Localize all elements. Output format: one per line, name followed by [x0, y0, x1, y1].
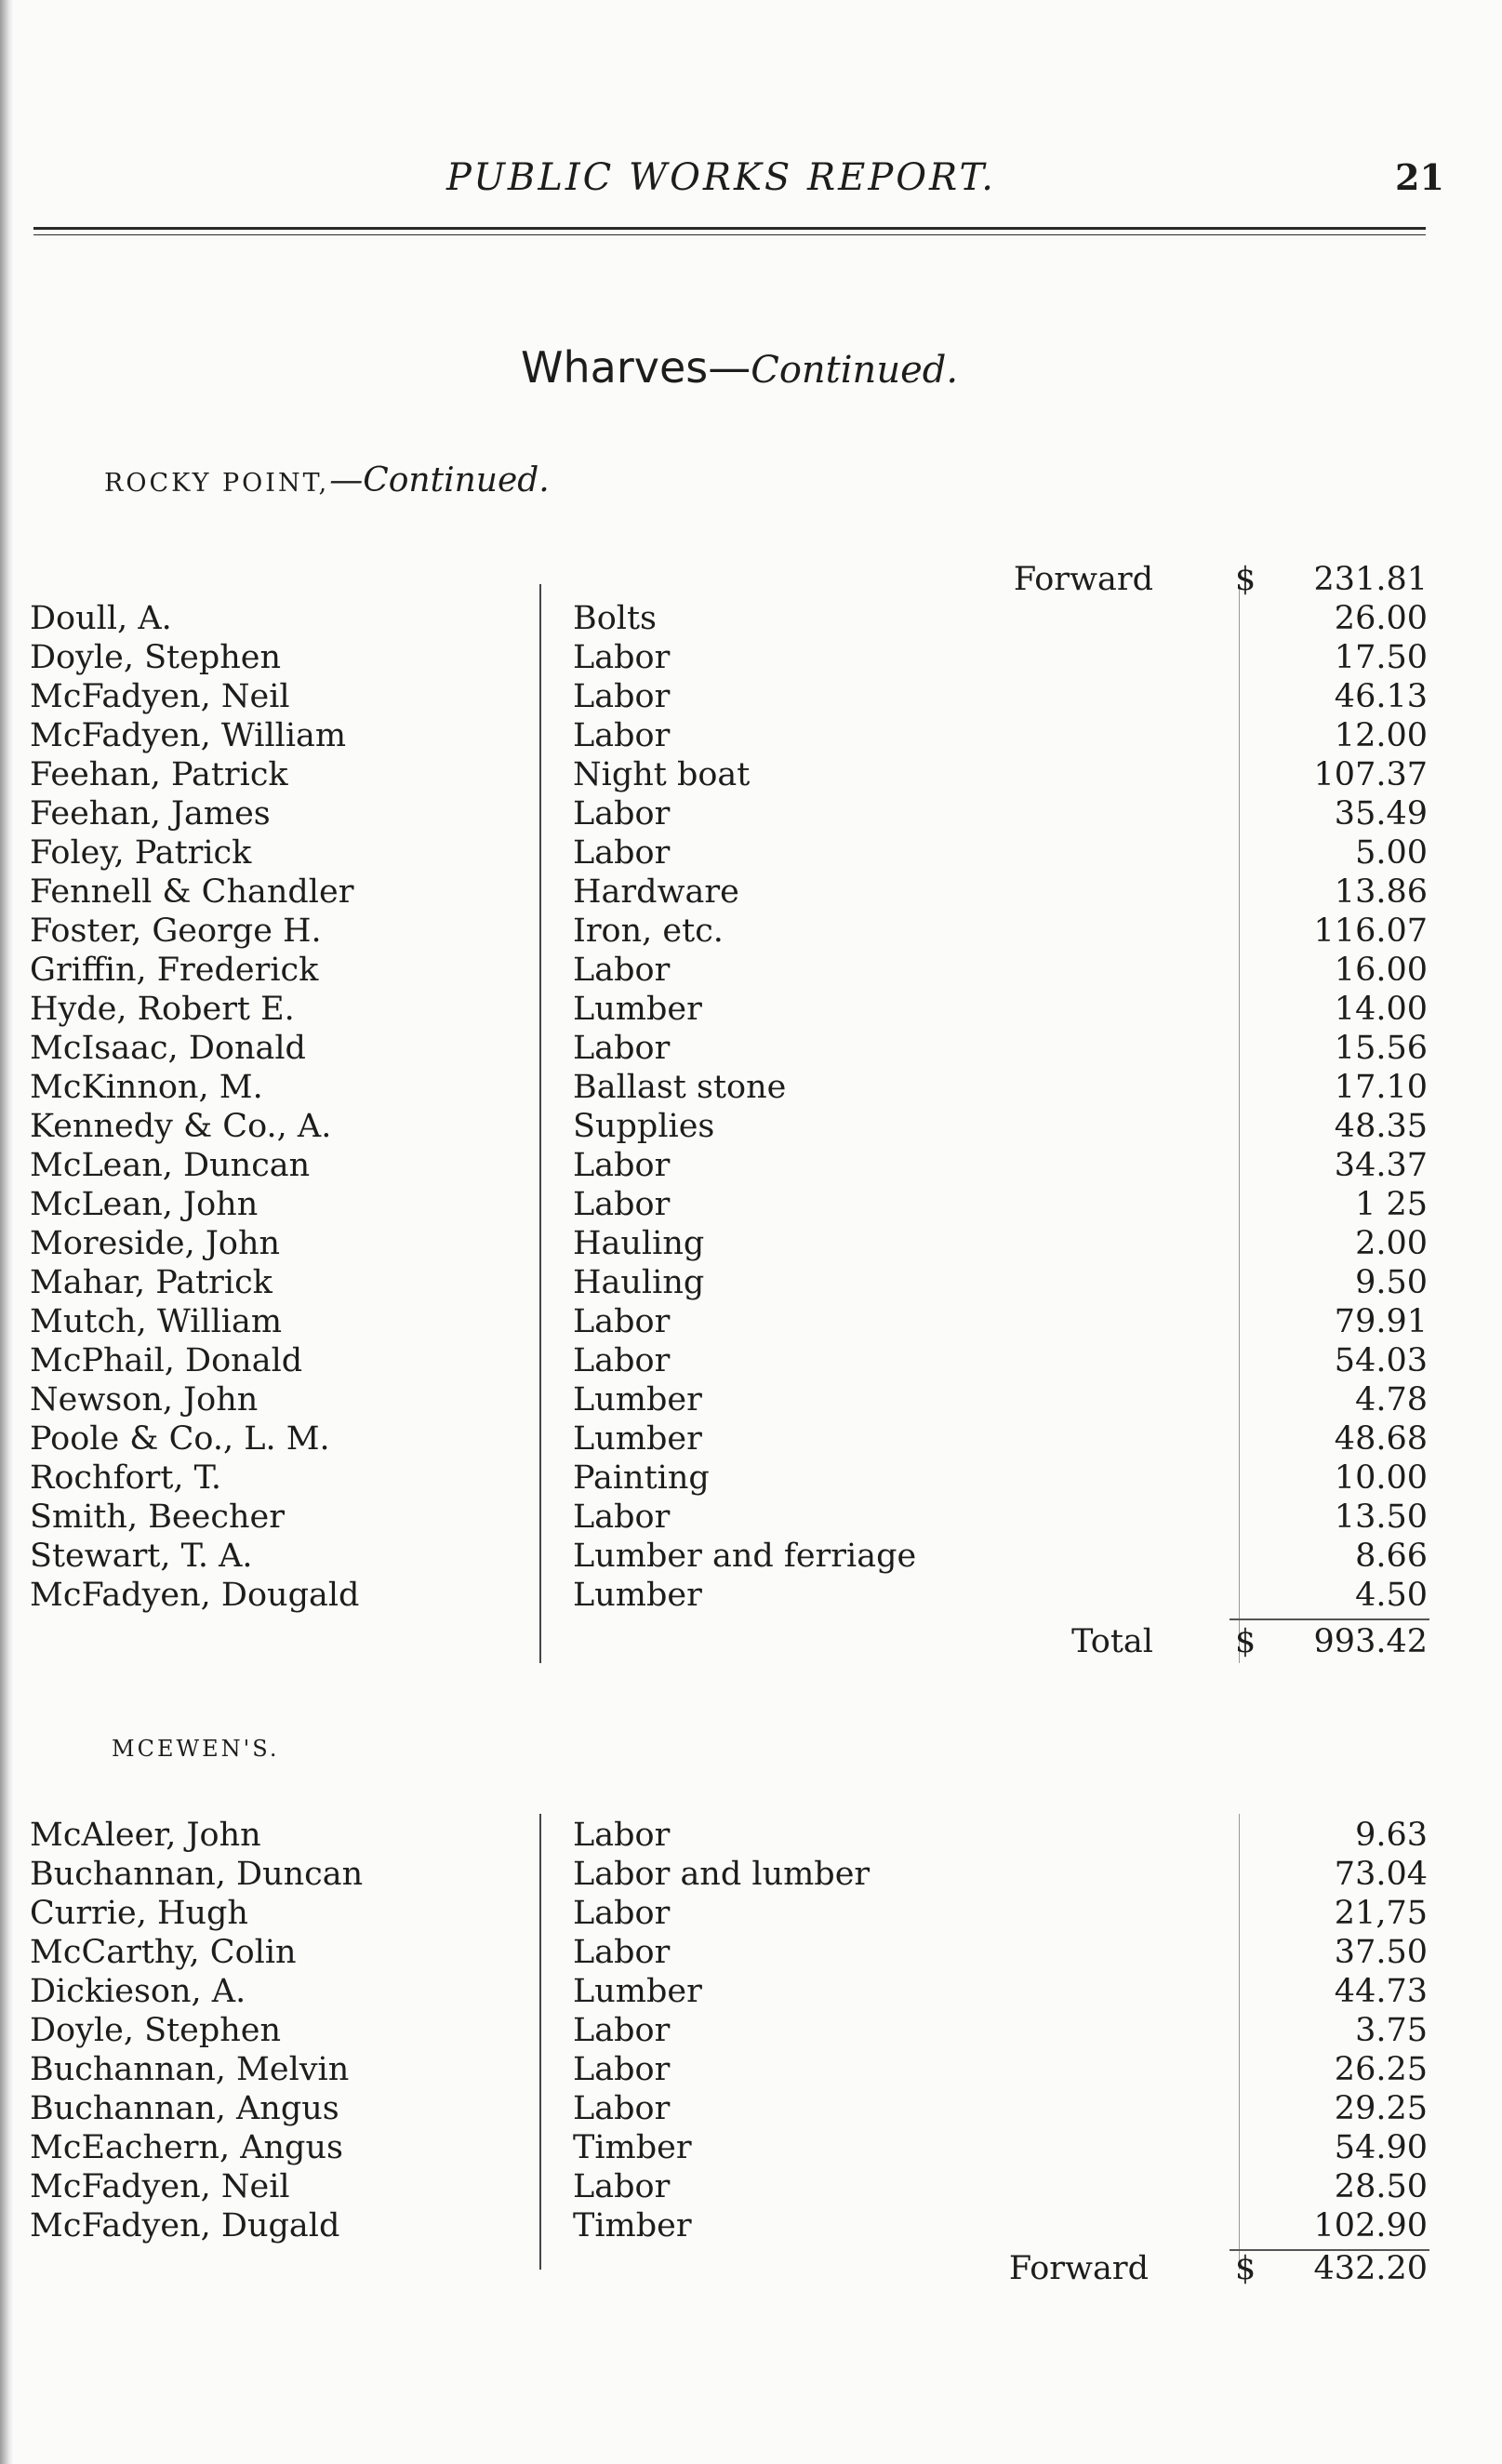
table-row — [0, 638, 1502, 677]
expense-item: Iron, etc. — [573, 912, 724, 950]
expense-amount: 29.25 — [1334, 2090, 1428, 2127]
total-rule — [1230, 1618, 1429, 1620]
table-row — [0, 912, 1502, 951]
expense-item: Labor and lumber — [573, 1856, 871, 1893]
table-row — [0, 1185, 1502, 1224]
table-row — [0, 1146, 1502, 1185]
expense-amount: 26.25 — [1334, 2051, 1428, 2088]
table-row — [0, 1458, 1502, 1498]
table-row — [0, 1224, 1502, 1263]
expense-item: Labor — [573, 1895, 671, 1932]
table-row — [0, 1341, 1502, 1380]
expense-amount: 102.90 — [1313, 2207, 1428, 2244]
payee-name: Dickieson, A. — [30, 1973, 246, 2010]
payee-name: Buchannan, Melvin — [30, 2051, 350, 2088]
payee-name: Smith, Beecher — [30, 1498, 285, 1536]
page-number: 21 — [1395, 156, 1444, 198]
expense-amount: 34.37 — [1334, 1147, 1428, 1184]
expense-item: Labor — [573, 678, 671, 715]
expense-amount: 14.00 — [1334, 991, 1428, 1028]
payee-name: McPhail, Donald — [30, 1342, 303, 1379]
expense-item: Labor — [573, 1934, 671, 1971]
expense-item: Lumber — [573, 1577, 702, 1614]
expense-item: Timber — [573, 2207, 692, 2244]
expense-amount: 21,75 — [1334, 1895, 1428, 1932]
expense-amount: 26.00 — [1334, 600, 1428, 637]
expense-item: Labor — [573, 2051, 671, 2088]
payee-name: Doull, A. — [30, 600, 172, 637]
table-row — [0, 2128, 1502, 2167]
expense-item: Supplies — [573, 1108, 715, 1145]
expense-amount: 107.37 — [1313, 756, 1428, 793]
expense-amount: 13.50 — [1334, 1498, 1428, 1536]
payee-name: Rochfort, T. — [30, 1459, 221, 1497]
expense-amount: 1 25 — [1355, 1186, 1428, 1223]
table-row — [0, 1855, 1502, 1894]
expense-item: Hauling — [573, 1264, 705, 1301]
expense-item: Lumber — [573, 991, 702, 1028]
expense-item: Labor — [573, 834, 671, 872]
payee-name: Buchannan, Angus — [30, 2090, 339, 2127]
table-row — [0, 2206, 1502, 2245]
payee-name: McCarthy, Colin — [30, 1934, 297, 1971]
payee-name: McFadyen, Dugald — [30, 2207, 340, 2244]
table-row — [0, 1537, 1502, 1576]
expense-item: Lumber — [573, 1973, 702, 2010]
payee-name: Stewart, T. A. — [30, 1538, 253, 1575]
payee-name: Foster, George H. — [30, 912, 322, 950]
payee-name: McFadyen, Neil — [30, 678, 290, 715]
table-row — [0, 794, 1502, 833]
currency-symbol: $ — [1235, 2250, 1256, 2287]
table-row — [0, 677, 1502, 716]
table-row — [0, 1816, 1502, 1855]
expense-item: Hauling — [573, 1225, 705, 1262]
payee-name: Mutch, William — [30, 1303, 283, 1340]
expense-item: Lumber — [573, 1381, 702, 1418]
payee-name: Moreside, John — [30, 1225, 281, 1262]
header-rule-bottom — [33, 234, 1426, 235]
payee-name: Newson, John — [30, 1381, 259, 1418]
expense-amount: 16.00 — [1334, 952, 1428, 989]
expense-amount: 54.03 — [1334, 1342, 1428, 1379]
forward-label: Forward — [1008, 2250, 1149, 2287]
expense-amount: 17.10 — [1334, 1069, 1428, 1106]
expense-amount: 37.50 — [1334, 1934, 1428, 1971]
expense-amount: 17.50 — [1334, 639, 1428, 676]
expense-item: Labor — [573, 1342, 671, 1379]
subhead-mcewens-label: MCEWEN'S. — [112, 1736, 280, 1762]
expense-item: Ballast stone — [573, 1069, 787, 1106]
table-row — [0, 1894, 1502, 1933]
payee-name: McFadyen, William — [30, 717, 347, 754]
subhead-rocky-point-label: ROCKY POINT, — [104, 469, 330, 498]
table-row — [0, 1933, 1502, 1972]
expense-amount: 12.00 — [1334, 717, 1428, 754]
payee-name: Kennedy & Co., A. — [30, 1108, 332, 1145]
payee-name: McLean, John — [30, 1186, 259, 1223]
table-row — [0, 833, 1502, 872]
expense-amount: 79.91 — [1334, 1303, 1428, 1340]
expense-item: Labor — [573, 1147, 671, 1184]
subhead-mcewens — [112, 1736, 279, 1762]
expense-item: Hardware — [573, 873, 739, 911]
table-row — [0, 1263, 1502, 1302]
payee-name: McEachern, Angus — [30, 2129, 343, 2166]
expense-item: Labor — [573, 2168, 671, 2205]
table-row — [0, 1029, 1502, 1068]
section-title — [521, 342, 958, 393]
payee-name: Feehan, James — [30, 795, 271, 832]
expense-amount: 10.00 — [1334, 1459, 1428, 1497]
table-row — [0, 1419, 1502, 1458]
payee-name: Doyle, Stephen — [30, 639, 282, 676]
expense-item: Bolts — [573, 600, 658, 637]
table-row — [0, 2050, 1502, 2089]
table-row — [0, 2011, 1502, 2050]
payee-name: Fennell & Chandler — [30, 873, 354, 911]
table-row — [0, 1302, 1502, 1341]
table-row — [0, 716, 1502, 755]
running-title: PUBLIC WORKS REPORT. — [446, 156, 996, 199]
expense-amount: 13.86 — [1334, 873, 1428, 911]
expense-item: Timber — [573, 2129, 692, 2166]
payee-name: Currie, Hugh — [30, 1895, 248, 1932]
expense-item: Night boat — [573, 756, 751, 793]
payee-name: Mahar, Patrick — [30, 1264, 272, 1301]
payee-name: McFadyen, Dougald — [30, 1577, 360, 1614]
forward-amount: 432.20 — [1313, 2250, 1428, 2287]
expense-amount: 9.50 — [1355, 1264, 1428, 1301]
table-row — [0, 1380, 1502, 1419]
section-title-continued: Continued. — [751, 349, 959, 392]
total-label: Total — [1071, 1623, 1153, 1660]
payee-name: McIsaac, Donald — [30, 1030, 306, 1067]
currency-symbol: $ — [1235, 561, 1256, 598]
table-row — [0, 2089, 1502, 2128]
expense-item: Lumber and ferriage — [573, 1538, 917, 1575]
expense-amount: 54.90 — [1334, 2129, 1428, 2166]
header-rule-top — [33, 227, 1426, 230]
expense-item: Labor — [573, 2012, 671, 2049]
forward-row — [0, 560, 1502, 599]
table-row — [0, 1107, 1502, 1146]
payee-name: Hyde, Robert E. — [30, 991, 295, 1028]
expense-amount: 8.66 — [1355, 1538, 1428, 1575]
expense-item: Labor — [573, 639, 671, 676]
payee-name: Griffin, Frederick — [30, 952, 319, 989]
forward-label: Forward — [1013, 561, 1153, 598]
expense-item: Painting — [573, 1459, 710, 1497]
expense-amount: 35.49 — [1334, 795, 1428, 832]
payee-name: Poole & Co., L. M. — [30, 1420, 330, 1458]
expense-amount: 4.50 — [1355, 1577, 1428, 1614]
expense-amount: 48.35 — [1334, 1108, 1428, 1145]
payee-name: McLean, Duncan — [30, 1147, 311, 1184]
table-row — [0, 872, 1502, 912]
table-row — [0, 1972, 1502, 2011]
expense-item: Labor — [573, 795, 671, 832]
table-row — [0, 990, 1502, 1029]
subhead-rocky-point-continued: —Continued. — [329, 461, 550, 499]
expense-amount: 2.00 — [1355, 1225, 1428, 1262]
expense-item: Labor — [573, 1030, 671, 1067]
expense-amount: 4.78 — [1355, 1381, 1428, 1418]
expense-amount: 44.73 — [1334, 1973, 1428, 2010]
expense-item: Labor — [573, 2090, 671, 2127]
currency-symbol: $ — [1235, 1623, 1256, 1660]
payee-name: Buchannan, Duncan — [30, 1856, 364, 1893]
expense-amount: 3.75 — [1355, 2012, 1428, 2049]
total-amount: 993.42 — [1313, 1623, 1428, 1660]
section-title-main: Wharves— — [521, 342, 751, 393]
subhead-rocky-point — [104, 461, 550, 499]
expense-amount: 9.63 — [1355, 1817, 1428, 1854]
expense-item: Labor — [573, 1498, 671, 1536]
expense-amount: 48.68 — [1334, 1420, 1428, 1458]
table-row — [0, 951, 1502, 990]
payee-name: McFadyen, Neil — [30, 2168, 290, 2205]
forward-row — [0, 2249, 1502, 2288]
expense-amount: 46.13 — [1334, 678, 1428, 715]
expense-item: Labor — [573, 952, 671, 989]
payee-name: McKinnon, M. — [30, 1069, 263, 1106]
running-head — [0, 156, 1502, 212]
table-row — [0, 755, 1502, 794]
payee-name: Doyle, Stephen — [30, 2012, 282, 2049]
expense-item: Lumber — [573, 1420, 702, 1458]
expense-item: Labor — [573, 717, 671, 754]
expense-amount: 5.00 — [1355, 834, 1428, 872]
expense-item: Labor — [573, 1817, 671, 1854]
table-row — [0, 599, 1502, 638]
table-row — [0, 1498, 1502, 1537]
payee-name: McAleer, John — [30, 1817, 261, 1854]
expense-amount: 15.56 — [1334, 1030, 1428, 1067]
forward-amount: 231.81 — [1313, 561, 1428, 598]
expense-amount: 116.07 — [1313, 912, 1428, 950]
expense-amount: 28.50 — [1334, 2168, 1428, 2205]
expense-item: Labor — [573, 1186, 671, 1223]
total-row — [0, 1622, 1502, 1661]
expense-item: Labor — [573, 1303, 671, 1340]
payee-name: Feehan, Patrick — [30, 756, 288, 793]
expense-amount: 73.04 — [1334, 1856, 1428, 1893]
table-row — [0, 1068, 1502, 1107]
payee-name: Foley, Patrick — [30, 834, 252, 872]
table-row — [0, 1576, 1502, 1615]
table-row — [0, 2167, 1502, 2206]
